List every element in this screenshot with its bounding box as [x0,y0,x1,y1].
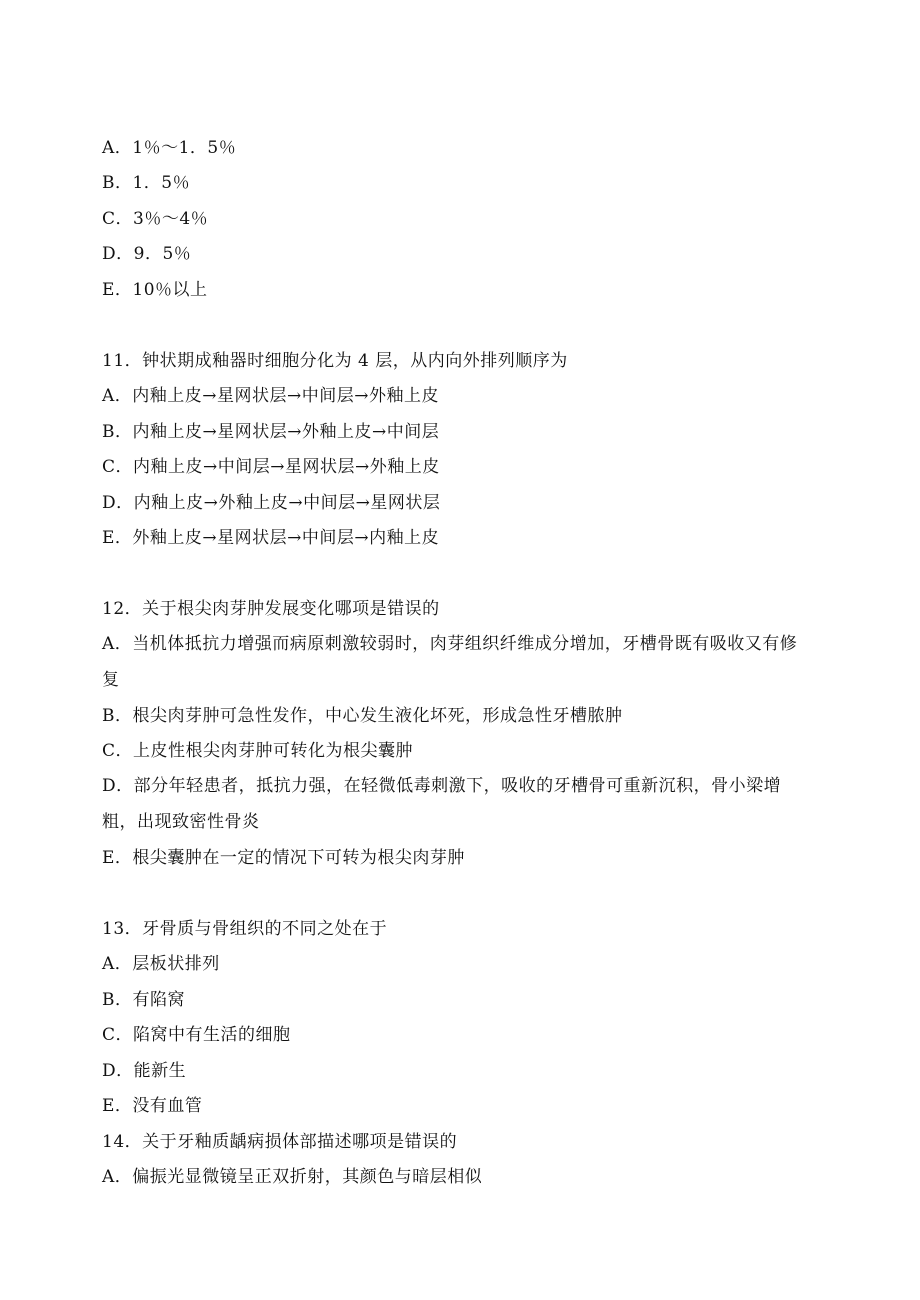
q13-option-d: D．能新生 [102,1061,187,1081]
q11-stem: 11．钟状期成釉器时细胞分化为 4 层，从内向外排列顺序为 [102,351,568,371]
q13-stem: 13．牙骨质与骨组织的不同之处在于 [102,919,388,939]
q12-option-c: C．上皮性根尖肉芽肿可转化为根尖囊肿 [102,741,414,761]
q10-option-a: A．1％～1．5％ [102,138,237,158]
q12-option-a: A．当机体抵抗力增强而病原刺激较弱时，肉芽组织纤维成分增加，牙槽骨既有吸收又有修复 [102,634,798,690]
q13-option-b: B．有陷窝 [102,990,185,1010]
q12-option-d: D．部分年轻患者，抵抗力强，在轻微低毒刺激下，吸收的牙槽骨可重新沉积，骨小梁增粗，出现致密性骨炎 [102,776,782,832]
q14-option-a: A．偏振光显微镜呈正双折射，其颜色与暗层相似 [102,1167,483,1187]
q11-option-a: A．内釉上皮→星网状层→中间层→外釉上皮 [102,386,440,406]
q10-option-c: C．3％～4％ [102,209,209,229]
q13-option-e: E．没有血管 [102,1096,203,1116]
q13-option-c: C．陷窝中有生活的细胞 [102,1025,291,1045]
q12-option-b: B．根尖肉芽肿可急性发作，中心发生液化坏死，形成急性牙槽脓肿 [102,706,623,726]
q12-option-e: E．根尖囊肿在一定的情况下可转为根尖肉芽肿 [102,848,465,868]
q11-option-b: B．内釉上皮→星网状层→外釉上皮→中间层 [102,422,440,442]
q11-option-c: C．内釉上皮→中间层→星网状层→外釉上皮 [102,457,440,477]
q10-option-b: B．1．5％ [102,173,191,193]
q11-option-d: D．内釉上皮→外釉上皮→中间层→星网状层 [102,493,441,513]
q12-stem: 12．关于根尖肉芽肿发展变化哪项是错误的 [102,599,440,619]
q13-option-a: A．层板状排列 [102,954,220,974]
q14-stem: 14．关于牙釉质龋病损体部描述哪项是错误的 [102,1132,458,1152]
q10-option-e: E．10％以上 [102,280,208,300]
q10-option-d: D．9．5％ [102,244,192,264]
q11-option-e: E．外釉上皮→星网状层→中间层→内釉上皮 [102,528,440,548]
